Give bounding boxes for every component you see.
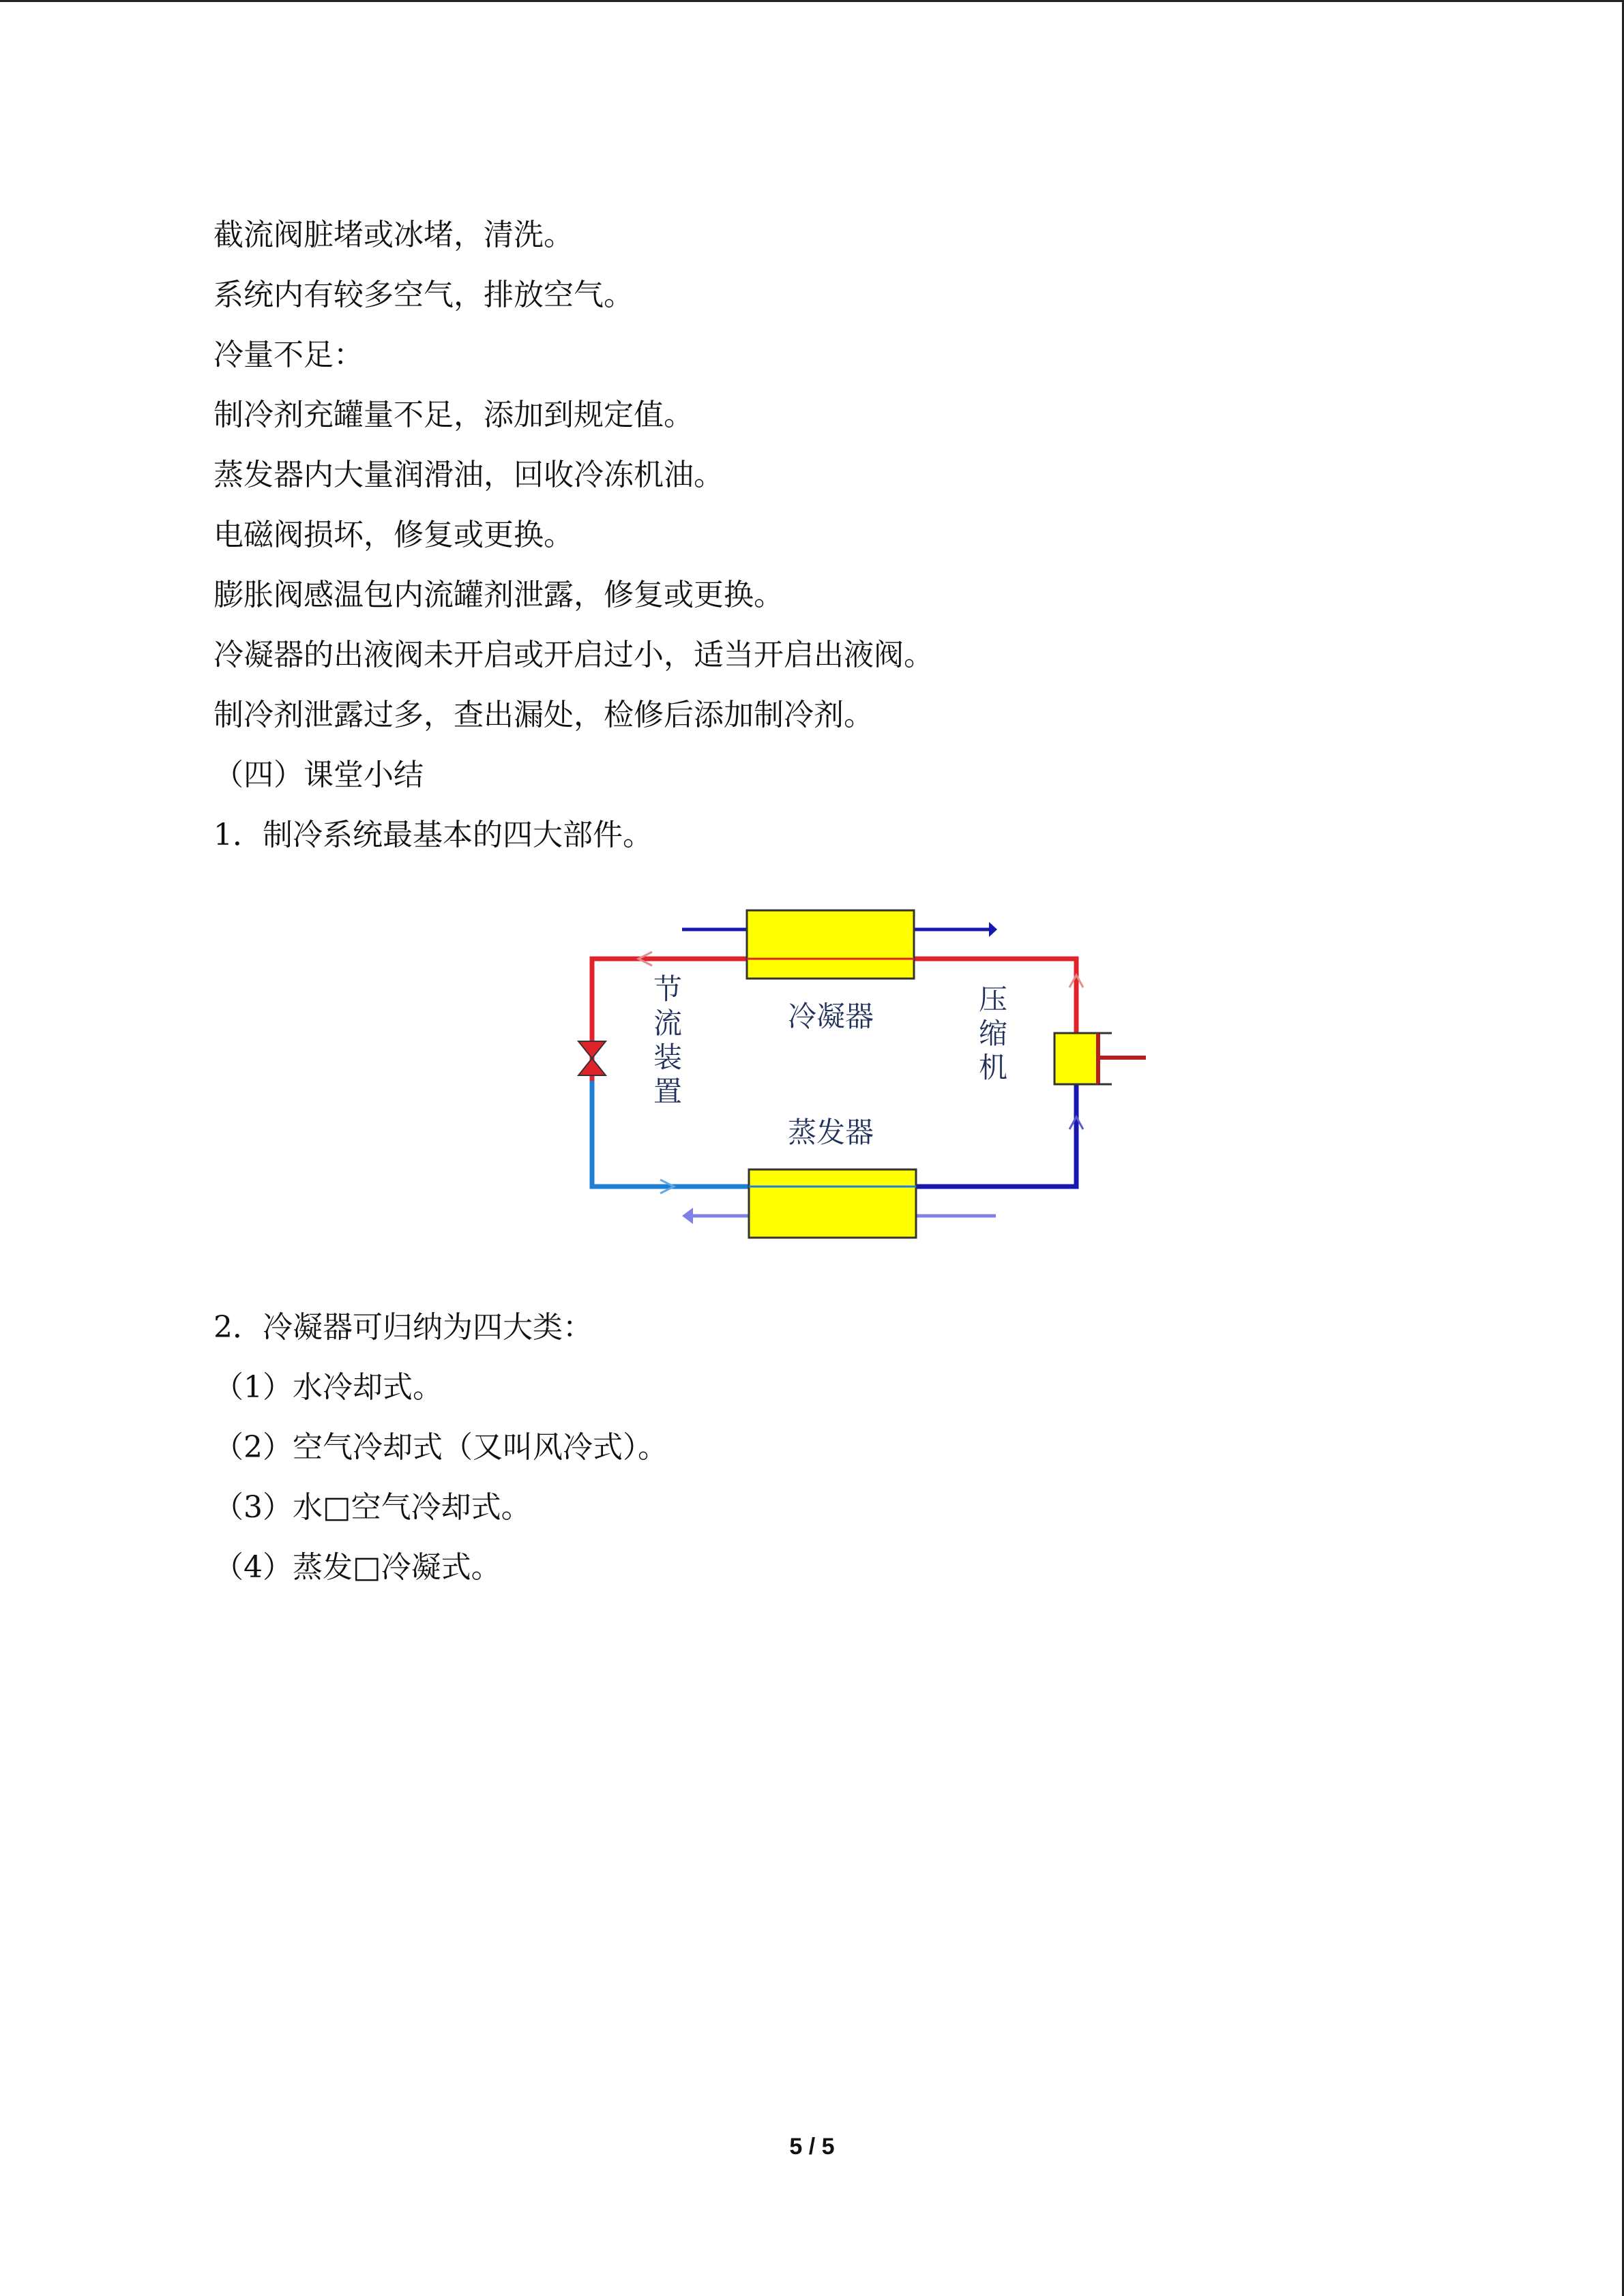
compressor-label-char: 机 bbox=[979, 1051, 1008, 1084]
throttle-label-char: 装 bbox=[653, 1041, 683, 1074]
list-item: （3）水□空气冷却式。 bbox=[213, 1490, 531, 1525]
throttle-label-char: 置 bbox=[653, 1075, 683, 1108]
evaporator-component bbox=[749, 1169, 916, 1238]
compressor-label-char: 压 bbox=[979, 983, 1008, 1016]
list-item: （2）空气冷却式（又叫风冷式）。 bbox=[213, 1430, 668, 1465]
page-number: 5 / 5 bbox=[789, 2134, 835, 2160]
throttle-label-char: 流 bbox=[653, 1007, 683, 1040]
text-line: 膨胀阀感温包内流罐剂泄露，修复或更换。 bbox=[213, 578, 784, 612]
condenser-label: 冷凝器 bbox=[788, 1000, 874, 1033]
compressor-label-char: 缩 bbox=[979, 1017, 1008, 1050]
section-heading: （四）课堂小结 bbox=[213, 758, 424, 792]
throttle-label-char: 节 bbox=[653, 972, 683, 1006]
text-line: 系统内有较多空气，排放空气。 bbox=[213, 278, 634, 312]
text-line: 冷量不足： bbox=[213, 338, 364, 372]
text-line: 蒸发器内大量润滑油，回收冷冻机油。 bbox=[213, 458, 724, 492]
text-line: 电磁阀损坏，修复或更换。 bbox=[213, 518, 574, 552]
list-item: （4）蒸发□冷凝式。 bbox=[213, 1550, 501, 1585]
list-item: （1）水冷却式。 bbox=[213, 1370, 443, 1405]
text-line: 制冷剂泄露过多，查出漏处，检修后添加制冷剂。 bbox=[213, 698, 874, 732]
list-item: 2．冷凝器可归纳为四大类： bbox=[213, 1310, 593, 1345]
page-border-top bbox=[0, 0, 1624, 2]
expansion-valve-icon bbox=[578, 1058, 606, 1075]
text-line: 制冷剂充罐量不足，添加到规定值。 bbox=[213, 398, 694, 432]
arrow-head-icon bbox=[989, 922, 997, 937]
refrigeration-cycle-diagram bbox=[573, 900, 1160, 1241]
evaporator-label: 蒸发器 bbox=[788, 1116, 874, 1149]
compressor-component bbox=[1054, 1033, 1098, 1084]
list-item: 1．制冷系统最基本的四大部件。 bbox=[213, 818, 653, 852]
text-line: 冷凝器的出液阀未开启或开启过小，适当开启出液阀。 bbox=[213, 638, 934, 672]
text-line: 截流阀脏堵或冰堵，清洗。 bbox=[213, 218, 574, 252]
expansion-valve-icon bbox=[578, 1041, 606, 1058]
arrow-head-icon bbox=[682, 1208, 693, 1224]
condenser-component bbox=[747, 910, 914, 979]
